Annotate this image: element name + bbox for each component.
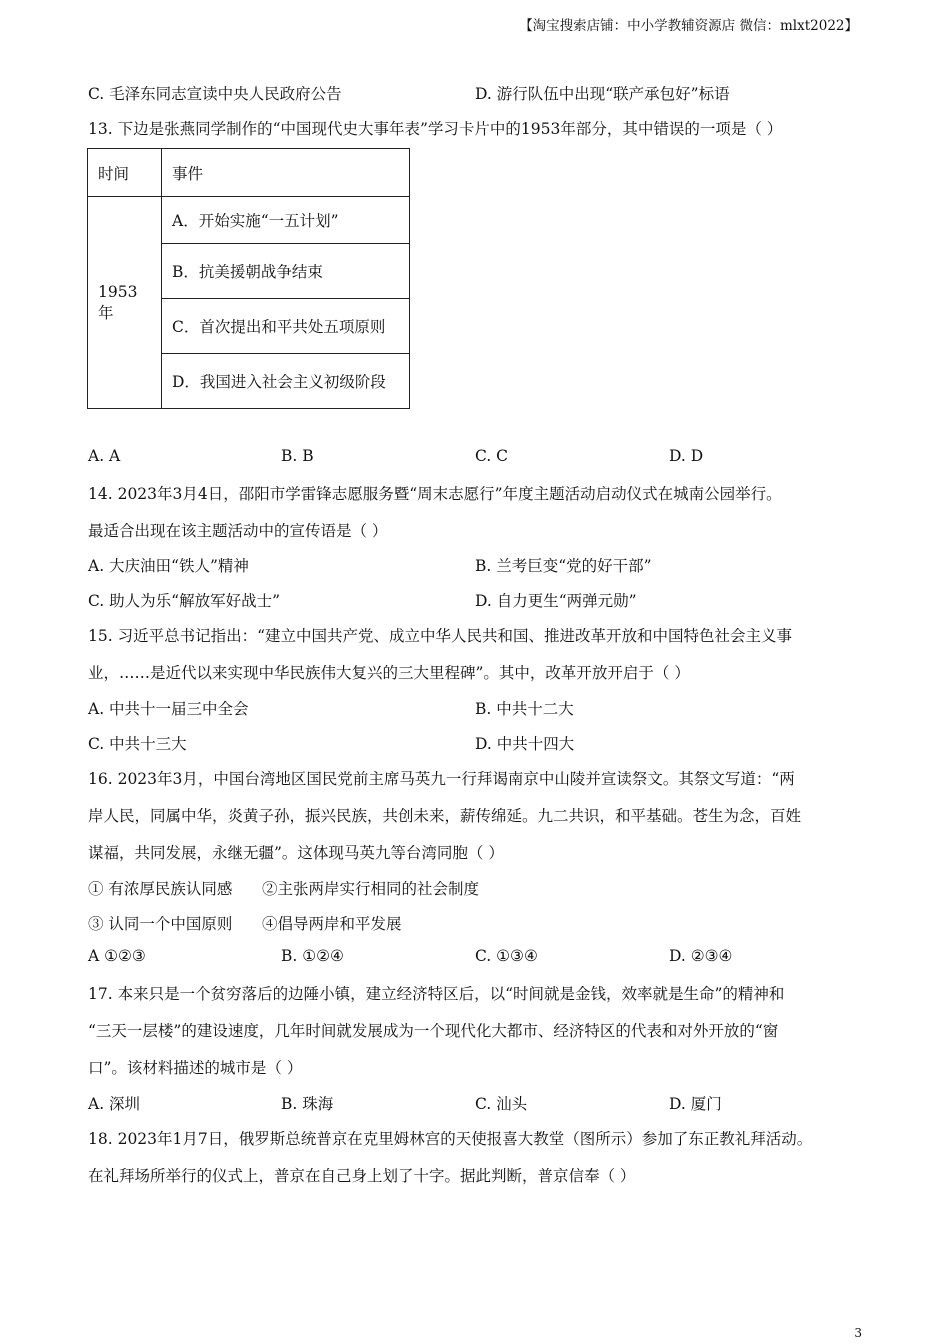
q13-event-table <box>87 148 410 409</box>
q16-statements-row1: ① 有浓厚民族认同感 ②主张两岸实行相同的社会制度 <box>88 880 479 898</box>
q15-stem-line2: 业，……是近代以来实现中华民族伟大复兴的三大里程碑”。其中，改革开放开启于（ ） <box>88 664 690 682</box>
table-event-c: C．首次提出和平共处五项原则 <box>162 299 410 354</box>
q12-option-d: D. 游行队伍中出现“联产承包好”标语 <box>475 85 730 103</box>
q16-stem-line2: 岸人民，同属中华，炎黄子孙，振兴民族，共创未来，薪传绵延。九二共识，和平基础。苍生为念，百姓 <box>88 807 802 825</box>
q16-option-c: C. ①③④ <box>475 947 538 965</box>
q15-option-d: D. 中共十四大 <box>475 735 575 753</box>
q15-stem-line1: 15. 习近平总书记指出：“建立中国共产党、成立中华人民共和国、推进改革开放和中国特色社会主义事 <box>88 627 793 645</box>
q16-stem-line1: 16. 2023年3月，中国台湾地区国民党前主席马英九一行拜谒南京中山陵并宣读祭文。其祭文写道：“两 <box>88 770 795 788</box>
q13-option-a: A. A <box>88 447 121 465</box>
q12-option-c: C. 毛泽东同志宣读中央人民政府公告 <box>88 85 342 103</box>
q17-option-d: D. 厦门 <box>669 1095 722 1113</box>
q17-option-a: A. 深圳 <box>88 1095 141 1113</box>
q13-option-d: D. D <box>669 447 704 465</box>
q17-option-c: C. 汕头 <box>475 1095 528 1113</box>
q14-option-a: A. 大庆油田“铁人”精神 <box>88 557 249 575</box>
q16-option-b: B. ①②④ <box>281 947 344 965</box>
page-header: 【淘宝搜索店铺：中小学教辅资源店 微信：mlxt2022】 <box>519 18 858 34</box>
table-event-d: D．我国进入社会主义初级阶段 <box>162 354 410 409</box>
q16-stem-line3: 谋福，共同发展，永继无疆”。这体现马英九等台湾同胞（ ） <box>88 844 504 862</box>
page-number: 3 <box>854 1326 862 1340</box>
q15-option-c: C. 中共十三大 <box>88 735 187 753</box>
q17-stem-line3: 口”。该材料描述的城市是（ ） <box>88 1059 303 1077</box>
q17-stem-line1: 17. 本来只是一个贫穷落后的边陲小镇，建立经济特区后，以“时间就是金钱，效率就是生命”的精神和 <box>88 985 785 1003</box>
q17-option-b: B. 珠海 <box>281 1095 334 1113</box>
q16-option-a: A ①②③ <box>88 947 146 965</box>
q14-option-c: C. 助人为乐“解放军好战士” <box>88 592 281 610</box>
q15-option-b: B. 中共十二大 <box>475 700 574 718</box>
table-event-b: B．抗美援朝战争结束 <box>162 244 410 299</box>
q18-stem-line1: 18. 2023年1月7日，俄罗斯总统普京在克里姆林宫的天使报喜大教堂（图所示）参加了东正教礼拜活动。 <box>88 1130 813 1148</box>
q16-statements-row2: ③ 认同一个中国原则 ④倡导两岸和平发展 <box>88 915 402 933</box>
q14-option-b: B. 兰考巨变“党的好干部” <box>475 557 652 575</box>
table-year-cell: 1953 年 <box>88 197 162 409</box>
q16-option-d: D. ②③④ <box>669 947 733 965</box>
q13-option-c: C. C <box>475 447 509 465</box>
q13-option-b: B. B <box>281 447 314 465</box>
q14-option-d: D. 自力更生“两弹元勋” <box>475 592 637 610</box>
q18-stem-line2: 在礼拜场所举行的仪式上，普京在自己身上划了十字。据此判断，普京信奉（ ） <box>88 1167 636 1185</box>
q13-stem: 13. 下边是张燕同学制作的“中国现代史大事年表”学习卡片中的1953年部分，其中错误的一项是（ ） <box>88 120 783 138</box>
q17-stem-line2: “三天一层楼”的建设速度，几年时间就发展成为一个现代化大都市、经济特区的代表和对外开放的“窗 <box>88 1022 779 1040</box>
table-header-time: 时间 <box>88 149 162 197</box>
q15-option-a: A. 中共十一届三中全会 <box>88 700 249 718</box>
q14-stem-line1: 14. 2023年3月4日，邵阳市学雷锋志愿服务暨“周末志愿行”年度主题活动启动仪式在城南公园举行。 <box>88 485 782 503</box>
q14-stem-line2: 最适合出现在该主题活动中的宣传语是（ ） <box>88 522 388 540</box>
table-header-event: 事件 <box>162 149 410 197</box>
table-event-a: A．开始实施“一五计划” <box>162 197 410 244</box>
